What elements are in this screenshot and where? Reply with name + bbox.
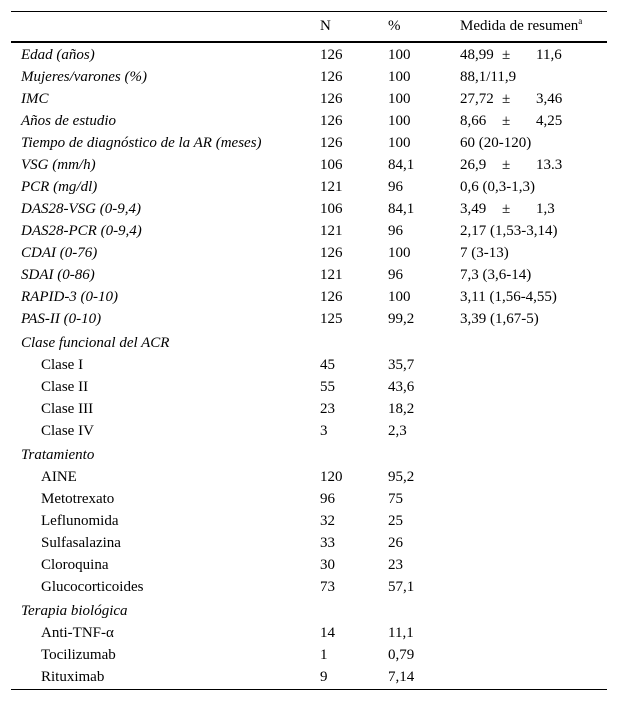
- row-summary: 60 (20-120): [460, 135, 532, 151]
- row-percent: 26: [388, 535, 403, 551]
- row-sd: 11,6: [536, 47, 562, 63]
- row-sd: 13.3: [536, 157, 563, 173]
- row-summary: 2,17 (1,53-3,14): [460, 223, 558, 239]
- row-percent: 18,2: [388, 401, 415, 417]
- row-mean: 8,66: [460, 113, 487, 129]
- row-sd: 4,25: [536, 113, 563, 129]
- row-label: Tocilizumab: [41, 647, 116, 663]
- row-label: Mujeres/varones (%): [21, 69, 147, 85]
- table-row: [11, 466, 607, 488]
- header-summary-footnote: a: [578, 16, 583, 26]
- row-label: SDAI (0-86): [21, 267, 95, 283]
- section-title: Clase funcional del ACR: [21, 335, 170, 351]
- table-row: [11, 88, 607, 110]
- table-row: [11, 420, 607, 442]
- row-label: Cloroquina: [41, 557, 109, 573]
- row-summary: 3,11 (1,56-4,55): [460, 289, 557, 305]
- table-row: [11, 488, 607, 510]
- row-label: Clase I: [41, 357, 84, 373]
- row-n: 32: [320, 513, 335, 529]
- table-row: [11, 644, 607, 666]
- row-plus-minus: ±: [502, 201, 511, 217]
- row-summary: 88,1/11,9: [460, 69, 517, 85]
- row-mean: 3,49: [460, 201, 487, 217]
- table-row: [11, 308, 607, 330]
- row-label: Años de estudio: [21, 113, 116, 129]
- row-summary: [460, 154, 562, 176]
- row-summary: 0,6 (0,3-1,3): [460, 179, 535, 195]
- table-row: [11, 154, 607, 176]
- row-n: 125: [320, 311, 343, 327]
- section-title: Tratamiento: [21, 447, 95, 463]
- row-mean: 27,72: [460, 91, 494, 107]
- table-row: [11, 576, 607, 598]
- row-label: Clase IV: [41, 423, 94, 439]
- row-summary: [460, 44, 562, 66]
- row-n: 30: [320, 557, 335, 573]
- row-percent: 43,6: [388, 379, 415, 395]
- row-percent: 7,14: [388, 669, 415, 685]
- row-n: 3: [320, 423, 328, 439]
- row-percent: 100: [388, 91, 411, 107]
- table-row: [11, 176, 607, 198]
- table-row: [11, 198, 607, 220]
- row-label: IMC: [21, 91, 49, 107]
- row-summary: 3,39 (1,67-5): [460, 311, 539, 327]
- row-n: 55: [320, 379, 335, 395]
- row-percent: 57,1: [388, 579, 415, 595]
- row-label: RAPID-3 (0-10): [21, 289, 119, 305]
- row-percent: 100: [388, 289, 411, 305]
- row-n: 45: [320, 357, 335, 373]
- row-n: 23: [320, 401, 335, 417]
- row-label: AINE: [41, 469, 77, 485]
- row-plus-minus: ±: [502, 47, 511, 63]
- header-summary-label: Medida de resumen: [460, 18, 579, 34]
- row-label: Clase III: [41, 401, 94, 417]
- row-mean: 26,9: [460, 157, 487, 173]
- header-n: N: [320, 18, 331, 34]
- row-plus-minus: ±: [502, 157, 511, 173]
- table-row: [11, 66, 607, 88]
- table-header: [11, 12, 607, 41]
- row-n: 126: [320, 91, 343, 107]
- row-percent: 100: [388, 245, 411, 261]
- table-row: [11, 532, 607, 554]
- table-body: [11, 44, 607, 688]
- row-label: DAS28-VSG (0-9,4): [21, 201, 141, 217]
- row-n: 96: [320, 491, 335, 507]
- row-percent: 100: [388, 113, 411, 129]
- table-row: [11, 376, 607, 398]
- row-percent: 96: [388, 267, 403, 283]
- table-row: [11, 666, 607, 688]
- row-n: 1: [320, 647, 328, 663]
- row-label: Rituximab: [41, 669, 105, 685]
- header-percent: %: [388, 18, 401, 34]
- row-n: 126: [320, 289, 343, 305]
- row-percent: 99,2: [388, 311, 415, 327]
- row-percent: 100: [388, 135, 411, 151]
- row-percent: 84,1: [388, 201, 415, 217]
- row-percent: 25: [388, 513, 403, 529]
- row-summary: 7,3 (3,6-14): [460, 267, 532, 283]
- row-percent: 84,1: [388, 157, 415, 173]
- row-label: Edad (años): [21, 47, 95, 63]
- row-sd: 1,3: [536, 201, 555, 217]
- section-title: Terapia biológica: [21, 603, 128, 619]
- table-row: [11, 264, 607, 286]
- row-n: 106: [320, 201, 343, 217]
- table-row: [11, 354, 607, 376]
- row-label: Glucocorticoides: [41, 579, 144, 595]
- row-percent: 100: [388, 69, 411, 85]
- data-table: [11, 11, 607, 690]
- row-n: 126: [320, 245, 343, 261]
- row-percent: 100: [388, 47, 411, 63]
- table-row: [11, 622, 607, 644]
- row-n: 121: [320, 179, 343, 195]
- row-label: Metotrexato: [41, 491, 115, 507]
- row-plus-minus: ±: [502, 91, 511, 107]
- row-percent: 75: [388, 491, 403, 507]
- row-n: 73: [320, 579, 335, 595]
- row-n: 126: [320, 135, 343, 151]
- row-percent: 11,1: [388, 625, 414, 641]
- row-n: 126: [320, 69, 343, 85]
- table-row: [11, 220, 607, 242]
- table-row: [11, 242, 607, 264]
- row-label: VSG (mm/h): [21, 157, 96, 173]
- table-row: [11, 44, 607, 66]
- row-percent: 96: [388, 179, 403, 195]
- row-summary: [460, 198, 555, 220]
- row-summary: 7 (3-13): [460, 245, 509, 261]
- table-row: [11, 132, 607, 154]
- row-mean: 48,99: [460, 47, 494, 63]
- table-bottom-rule: [11, 689, 607, 690]
- row-percent: 96: [388, 223, 403, 239]
- row-n: 33: [320, 535, 335, 551]
- table-row: [11, 110, 607, 132]
- row-n: 121: [320, 223, 343, 239]
- row-percent: 35,7: [388, 357, 415, 373]
- row-percent: 0,79: [388, 647, 415, 663]
- row-label: Clase II: [41, 379, 89, 395]
- table-row: [11, 286, 607, 308]
- section-heading: [11, 444, 607, 466]
- row-n: 121: [320, 267, 343, 283]
- row-label: DAS28-PCR (0-9,4): [21, 223, 142, 239]
- row-percent: 23: [388, 557, 403, 573]
- section-heading: [11, 332, 607, 354]
- row-label: Leflunomida: [41, 513, 119, 529]
- section-heading: [11, 600, 607, 622]
- row-percent: 2,3: [388, 423, 407, 439]
- row-n: 126: [320, 113, 343, 129]
- row-label: PAS-II (0-10): [21, 311, 102, 327]
- row-n: 120: [320, 469, 343, 485]
- header-summary: [460, 12, 582, 41]
- table-row: [11, 510, 607, 532]
- row-n: 106: [320, 157, 343, 173]
- row-label: CDAI (0-76): [21, 245, 98, 261]
- row-label: Anti-TNF-α: [41, 625, 114, 641]
- row-n: 9: [320, 669, 328, 685]
- row-summary: [460, 110, 562, 132]
- row-n: 14: [320, 625, 335, 641]
- table-row: [11, 398, 607, 420]
- row-label: Sulfasalazina: [41, 535, 121, 551]
- table-row: [11, 554, 607, 576]
- row-plus-minus: ±: [502, 113, 511, 129]
- row-sd: 3,46: [536, 91, 563, 107]
- row-label: PCR (mg/dl): [21, 179, 98, 195]
- row-percent: 95,2: [388, 469, 415, 485]
- row-label: Tiempo de diagnóstico de la AR (meses): [21, 135, 262, 151]
- row-summary: [460, 88, 562, 110]
- row-n: 126: [320, 47, 343, 63]
